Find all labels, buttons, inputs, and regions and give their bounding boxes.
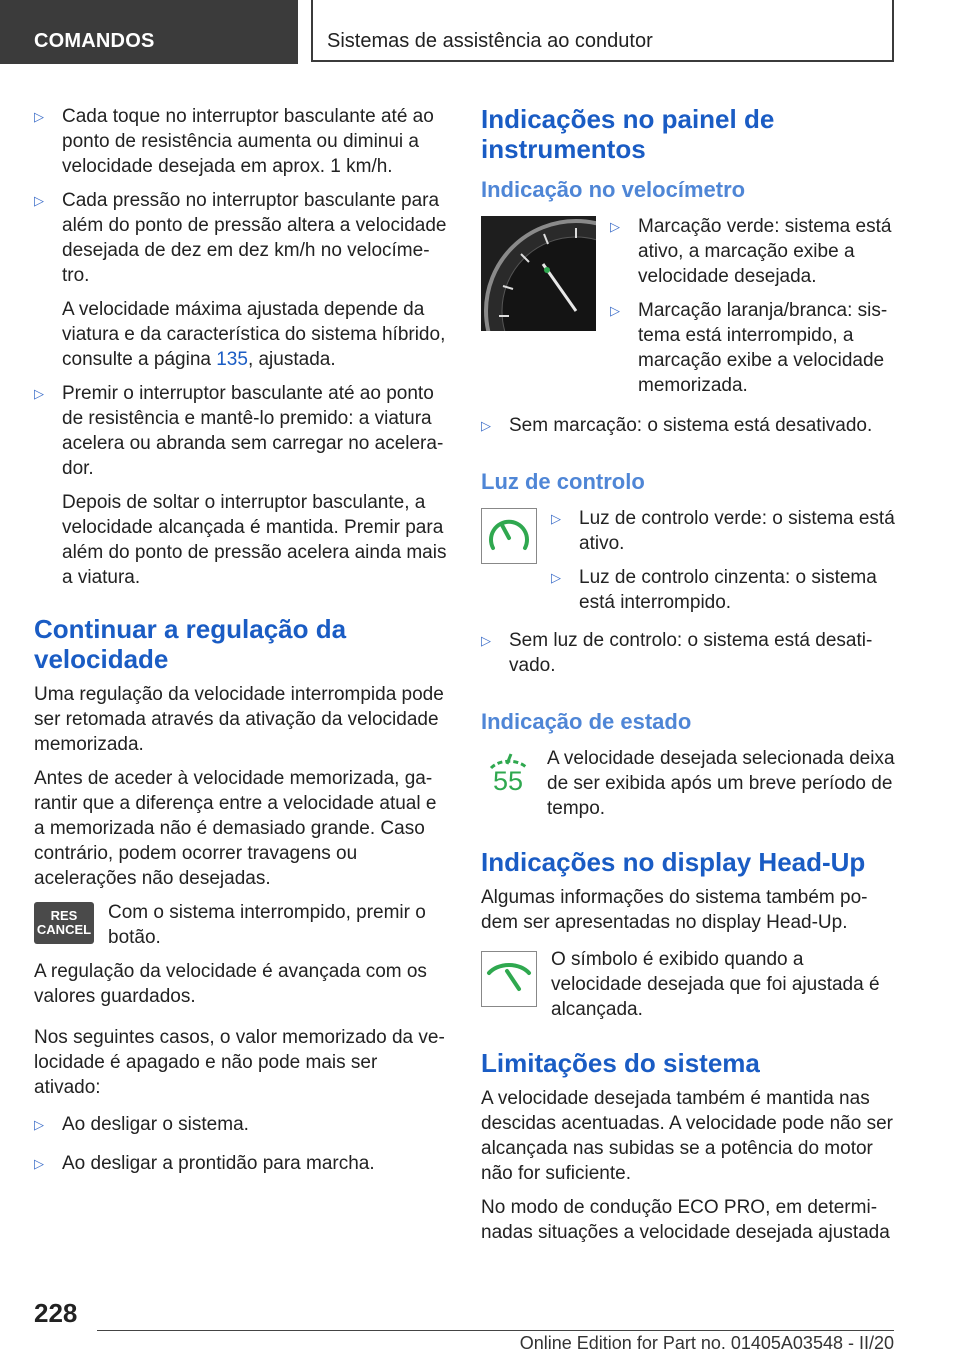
triangle-bullet-icon: ▷: [34, 386, 44, 401]
list-item: [481, 628, 895, 678]
hud-speed-reached-icon: [481, 951, 537, 1007]
section-title: COMANDOS: [34, 30, 155, 52]
list-item-note: A velocidade máxima ajustada depende da viatura e da característica do sistema híbrido, consulte a página 135, ajustada.: [62, 299, 446, 370]
section-heading: Indicações no painel de instrumentos: [481, 104, 775, 164]
list-item: [34, 381, 448, 590]
list-item-text: Cada pressão no interruptor basculante para além do ponto de pressão altera a velocidade desejada de dez em dez km/h no velocímetro.: [62, 190, 447, 286]
status-row: [481, 746, 895, 821]
list-item-text: Premir o interruptor basculante até ao ponto de resistência e mantê-lo premido: a viatura acelera ou abranda sem carregar no acelerador.: [62, 383, 444, 479]
status-speed-value: 55: [493, 766, 524, 796]
chapter-title: Sistemas de assistência ao condutor: [327, 30, 653, 52]
paragraph: Nos seguintes casos, o valor memorizado da velocidade é apagado e não pode mais ser ativado:: [34, 1027, 445, 1098]
indicator-light-row: [481, 506, 895, 624]
page-number: 228: [34, 1298, 78, 1328]
res-cancel-row: [34, 900, 448, 950]
triangle-bullet-icon: ▷: [34, 193, 44, 208]
paragraph: Antes de aceder à velocidade memorizada, garantir que a diferença entre a velocidade atual e a memorizada não é demasiado grande. Caso contrário, podem ocorrer travagens ou acelerações não desejadas.: [34, 768, 437, 889]
list-item-text: Marcação verde: sistema está ativo, a marcação exibe a velocidade desejada.: [638, 216, 892, 287]
list-item-text: Luz de controlo cinzenta: o sistema está interrompido.: [579, 567, 877, 613]
triangle-bullet-icon: ▷: [551, 570, 561, 585]
page-link[interactable]: 135: [216, 349, 248, 370]
list-item-text: Marcação laranja/branca: sistema está interrompido, a marcação exibe a velocidade memorizada.: [638, 300, 888, 396]
list-item-text: Cada toque no interruptor basculante até ao ponto de resistência aumenta ou diminui a velocidade desejada em aprox. 1 km/h.: [62, 106, 434, 177]
paragraph: No modo de condução ECO PRO, em determinadas situações a velocidade desejada ajustada: [481, 1197, 890, 1243]
left-column: [34, 104, 448, 1185]
section-tab: [0, 0, 298, 64]
list-item-text: Sem marcação: o sistema está desativado.: [509, 415, 873, 436]
section-heading: Indicações no display Head-Up: [481, 847, 866, 877]
speedometer-row: [481, 214, 895, 407]
footer-divider: [97, 1330, 894, 1331]
list-item: [610, 298, 895, 398]
section-heading: Limitações do sistema: [481, 1048, 760, 1078]
triangle-bullet-icon: ▷: [610, 219, 620, 234]
chapter-tab: [311, 0, 894, 62]
res-cancel-icon: RES CANCEL: [34, 902, 94, 944]
right-column: [481, 104, 895, 1254]
list-item: [34, 1112, 448, 1137]
status-text: A velocidade desejada selecionada deixa de ser exibida após um breve período de tempo.: [547, 748, 895, 819]
list-item-note: Depois de soltar o interruptor basculante, a velocidade alcançada é mantida. Premir para além do ponto de pressão acelera ainda mais a viatura.: [62, 492, 447, 588]
list-item: [551, 506, 895, 556]
paragraph: A velocidade desejada também é mantida nas descidas acentuadas. A velocidade pode não ser alcançada nas subidas se a potência do motor não for suficiente.: [481, 1088, 893, 1184]
triangle-bullet-icon: ▷: [34, 109, 44, 124]
list-item-text: Sem luz de controlo: o sistema está desativado.: [509, 630, 873, 676]
triangle-bullet-icon: ▷: [610, 303, 620, 318]
subsection-heading: Indicação no velocímetro: [481, 177, 746, 202]
status-speed-icon: [481, 746, 537, 802]
list-item-text: Ao desligar a prontidão para marcha.: [62, 1153, 375, 1174]
cruise-indicator-icon: [481, 508, 537, 564]
res-cancel-text: Com o sistema interrompido, premir o botão.: [108, 902, 426, 948]
list-item: [34, 1151, 448, 1176]
triangle-bullet-icon: ▷: [34, 1117, 44, 1132]
hud-row: [481, 947, 895, 1022]
paragraph: A regulação da velocidade é avançada com os valores guardados.: [34, 961, 427, 1007]
speedometer-icon: [481, 216, 596, 331]
list-item: [34, 104, 448, 179]
list-item: [610, 214, 895, 289]
paragraph: Algumas informações do sistema também podem ser apresentadas no display Head-Up.: [481, 887, 868, 933]
triangle-bullet-icon: ▷: [481, 633, 491, 648]
list-item-text: Luz de controlo verde: o sistema está ativo.: [579, 508, 895, 554]
paragraph: Uma regulação da velocidade interrompida pode ser retomada através da ativação da velocidade memorizada.: [34, 684, 444, 755]
hud-text: O símbolo é exibido quando a velocidade desejada que foi ajustada é alcançada.: [551, 949, 880, 1020]
triangle-bullet-icon: ▷: [34, 1156, 44, 1171]
list-item: [34, 188, 448, 372]
list-item: [481, 413, 895, 438]
edition-note: Online Edition for Part no. 01405A03548 - II/20: [519, 1333, 894, 1353]
triangle-bullet-icon: ▷: [551, 511, 561, 526]
subsection-heading: Luz de controlo: [481, 469, 645, 494]
triangle-bullet-icon: ▷: [481, 418, 491, 433]
list-item-text: Ao desligar o sistema.: [62, 1114, 249, 1135]
section-heading: Continuar a regulação da velocidade: [34, 614, 347, 674]
list-item: [551, 565, 895, 615]
subsection-heading: Indicação de estado: [481, 709, 692, 734]
